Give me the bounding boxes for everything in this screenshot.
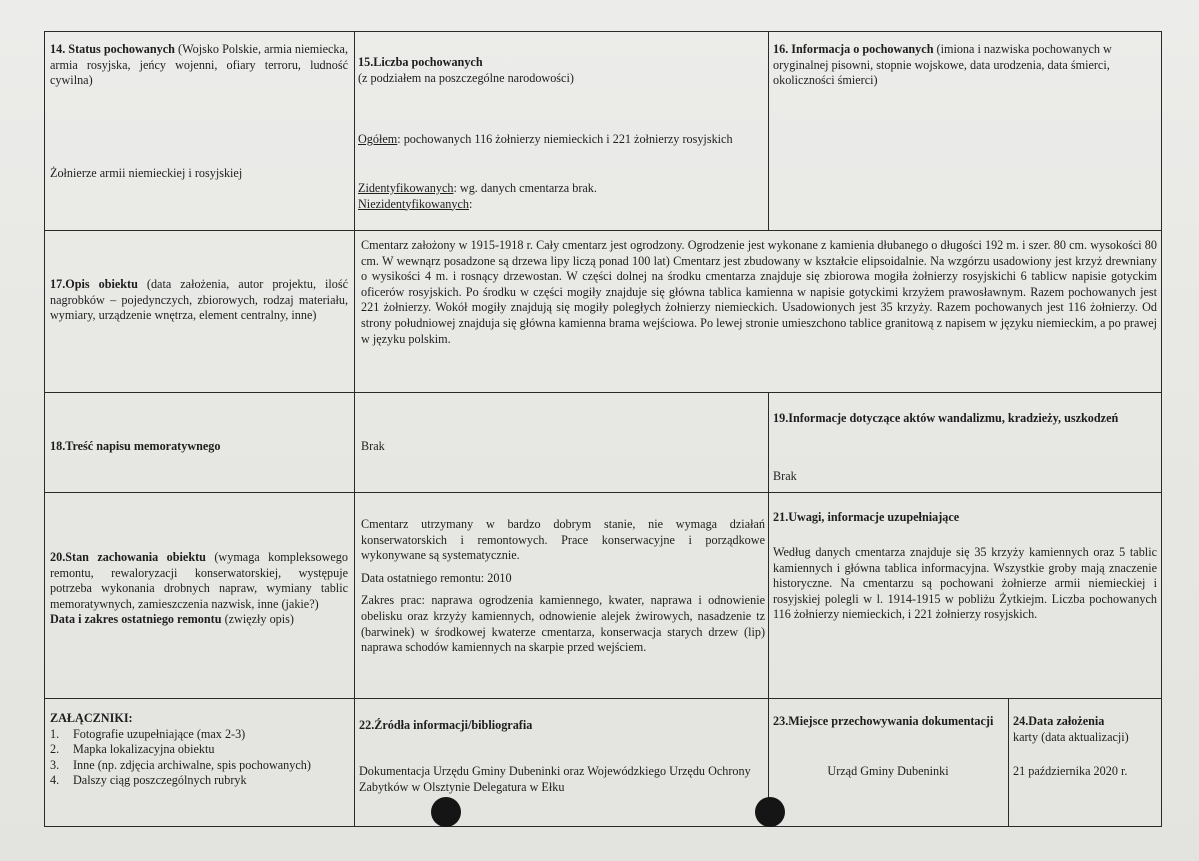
punch-hole bbox=[431, 797, 461, 827]
grid-line bbox=[44, 392, 1162, 393]
grid-line bbox=[44, 230, 1162, 231]
section-15-total bbox=[358, 132, 766, 148]
section-14-header bbox=[50, 42, 348, 89]
list-item: 4. Dalszy ciąg poszczególnych rubryk bbox=[50, 773, 247, 788]
list-item: 1. Fotografie uzupełniające (max 2-3) bbox=[50, 726, 246, 741]
total-value: : pochowanych 116 żołnierzy niemieckich i 221 żołnierzy rosyjskich bbox=[397, 132, 733, 146]
unidentified-label: Niezidentyfikowanych bbox=[358, 196, 470, 211]
list-item: 2. Mapka lokalizacyjna obiektu bbox=[50, 742, 215, 757]
section-23-title: 23.Miejsce przechowywania dokumentacji bbox=[773, 714, 994, 728]
grid-line bbox=[354, 31, 355, 826]
section-24-header bbox=[1013, 714, 1159, 745]
unidentified-value: : bbox=[469, 196, 473, 211]
section-22-value: Dokumentacja Urzędu Gminy Dubeninki oraz Wojewódzkiego Urzędu Ochrony Zabytków w Olsztynie Delegatura w Ełku bbox=[359, 764, 751, 794]
identified-value: : wg. danych cmentarza brak. bbox=[453, 181, 597, 195]
section-20-desc2: (zwięzły opis) bbox=[221, 612, 294, 627]
grid-line bbox=[1008, 698, 1009, 826]
section-20-title: 20.Stan zachowania obiektu bbox=[50, 550, 206, 564]
section-17-title: 17.Opis obiektu bbox=[50, 277, 138, 291]
section-15-title: 15.Liczba pochowanych bbox=[358, 55, 483, 69]
attachments-section bbox=[50, 711, 348, 789]
section-17-value: Cmentarz założony w 1915-1918 r. Cały cmentarz jest ogrodzony. Ogrodzenie jest wykonane z kamienia dłubanego o długości 192 m. i szer. 80 cm. wysokości 80 cm. W wewnąrz posadzone są drzewa lipy liczą ponad 100 lat) Cmentarz jest zbudowany w kształcie elipsoidalnie. Na wzgórzu usadowiony jest krzyż drewniany o wysikości 4 m. i rosnący drzewostan. W części dolnej na środku cmentarza znajduje się zbiorowa mogiła żołnierzy rosyjskichi 6 tablicw napisie gotyckim oficerów rosyjskich. Po środku w części mogiły znajduje się główna tablica kamienna w napisie gotyckimi krzyżem prawosławnym. Razem pochowanych jest 221 żołnierzy. Wokół mogiły znajdują się mogiły poległych żołnierzy niemieckich. Usadowionych jest 35 krzyży. Razem pochowanych jest 116 żołnierzy. Od strony południowej znajduja się główna kamienna brama wejściowa. Po lewej stronie umieszchono tablice granitową z napisem w języku niemieckim, a po prawej w języku polskim. bbox=[361, 238, 1157, 346]
section-18-title: 18.Treść napisu memoratywnego bbox=[50, 439, 221, 453]
section-21-value: Według danych cmentarza znajduje się 35 krzyży kamiennych oraz 5 tablic kamiennych i główna tablica informacyjna. Wszystkie groby mają znaczenie historyczne. Na cmentarzu są pochowani żołnierze armii niemieckiej i rosyjskiej polegli w l. 1914-1915 w pobliżu Żytkiejm. Liczba pochowanych 116 żołnierzy niemieckich, i 221 żołnierzy rosyjskich. bbox=[773, 545, 1157, 622]
section-24-title: 24.Data założenia bbox=[1013, 714, 1105, 728]
section-19-value: Brak bbox=[773, 469, 797, 483]
repair-scope: Zakres prac: naprawa ogrodzenia kamiennego, kwater, naprawa i odnowienie obelisku oraz krzyży kamiennych, odnowienie alejek żwirowych, nasadzenie tz (barwinek) w środkowej kwaterze cmentarza, konserwacja starych drzew (lip) naprawa schodów kamiennych na skarpie przed wejściem. bbox=[361, 593, 765, 655]
punch-hole bbox=[755, 797, 785, 827]
section-22-title: 22.Źródła informacji/bibliografia bbox=[359, 718, 533, 732]
section-17-header bbox=[50, 277, 348, 324]
section-18-value: Brak bbox=[361, 439, 385, 453]
grid-line bbox=[1161, 31, 1162, 826]
section-24-desc: karty (data aktualizacji) bbox=[1013, 729, 1129, 744]
condition-text: Cmentarz utrzymany w bardzo dobrym stanie, nie wymaga działań konserwatorskich i remontowych. Prace konserwacyjne i porządkowe wykonywane są systematycznie. bbox=[361, 517, 765, 563]
section-15-desc: (z podziałem na poszczególne narodowości) bbox=[358, 70, 574, 85]
attachments-title: ZAŁĄCZNIKI: bbox=[50, 711, 133, 725]
section-24-value: 21 października 2020 r. bbox=[1013, 764, 1128, 778]
grid-line bbox=[44, 492, 1162, 493]
attachments-list bbox=[50, 727, 348, 789]
grid-line bbox=[768, 392, 769, 826]
grid-line bbox=[44, 31, 45, 826]
section-15-identified bbox=[358, 181, 762, 212]
total-label: Ogółem bbox=[358, 132, 398, 146]
section-16-title: 16. Informacja o pochowanych bbox=[773, 42, 934, 56]
section-20-title2: Data i zakres ostatniego remontu bbox=[50, 612, 222, 627]
section-14-title: 14. Status pochowanych bbox=[50, 42, 175, 56]
list-item: 3. Inne (np. zdjęcia archiwalne, spis pochowanych) bbox=[50, 757, 311, 772]
grid-line bbox=[768, 31, 769, 230]
last-repair-date: Data ostatniego remontu: 2010 bbox=[361, 570, 512, 585]
grid-line bbox=[44, 826, 1162, 827]
identified-label: Zidentyfikowanych bbox=[358, 181, 454, 195]
section-19-title: 19.Informacje dotyczące aktów wandalizmu, kradzieży, uszkodzeń bbox=[773, 411, 1119, 425]
section-20-header bbox=[50, 550, 348, 628]
section-15-header bbox=[358, 55, 762, 86]
section-21-title: 21.Uwagi, informacje uzupełniające bbox=[773, 510, 960, 524]
section-20-desc: (wymaga kompleksowego remontu, rewaloryzacji konserwatorskiej, występuje potrzeba wykonania drobnych napraw, wymiany tablic memoratywnych, zamieszczenia nazwisk, inne (jakie?) bbox=[50, 550, 348, 611]
section-23-value: Urząd Gminy Dubeninki bbox=[827, 764, 949, 778]
section-20-value bbox=[361, 517, 765, 656]
section-17-desc: (data założenia, autor projektu, ilość nagrobków – pojedynczych, zbiorowych, rodzaj materiału, wymiary, urządzenie wnętrza, element centralny, inne) bbox=[50, 277, 348, 323]
section-14-desc: (Wojsko Polskie, armia niemiecka, armia rosyjska, jeńcy wojenni, ofiary terroru, ludność cywilna) bbox=[50, 42, 348, 88]
grid-line bbox=[44, 698, 1162, 699]
section-14-value: Żołnierze armii niemieckiej i rosyjskiej bbox=[50, 166, 243, 180]
section-16-header bbox=[773, 42, 1157, 89]
grid-line bbox=[44, 31, 1162, 32]
section-16-desc: (imiona i nazwiska pochowanych w oryginalnej pisowni, stopnie wojskowe, data urodzenia, data śmierci, okoliczności śmierci) bbox=[773, 42, 1112, 88]
